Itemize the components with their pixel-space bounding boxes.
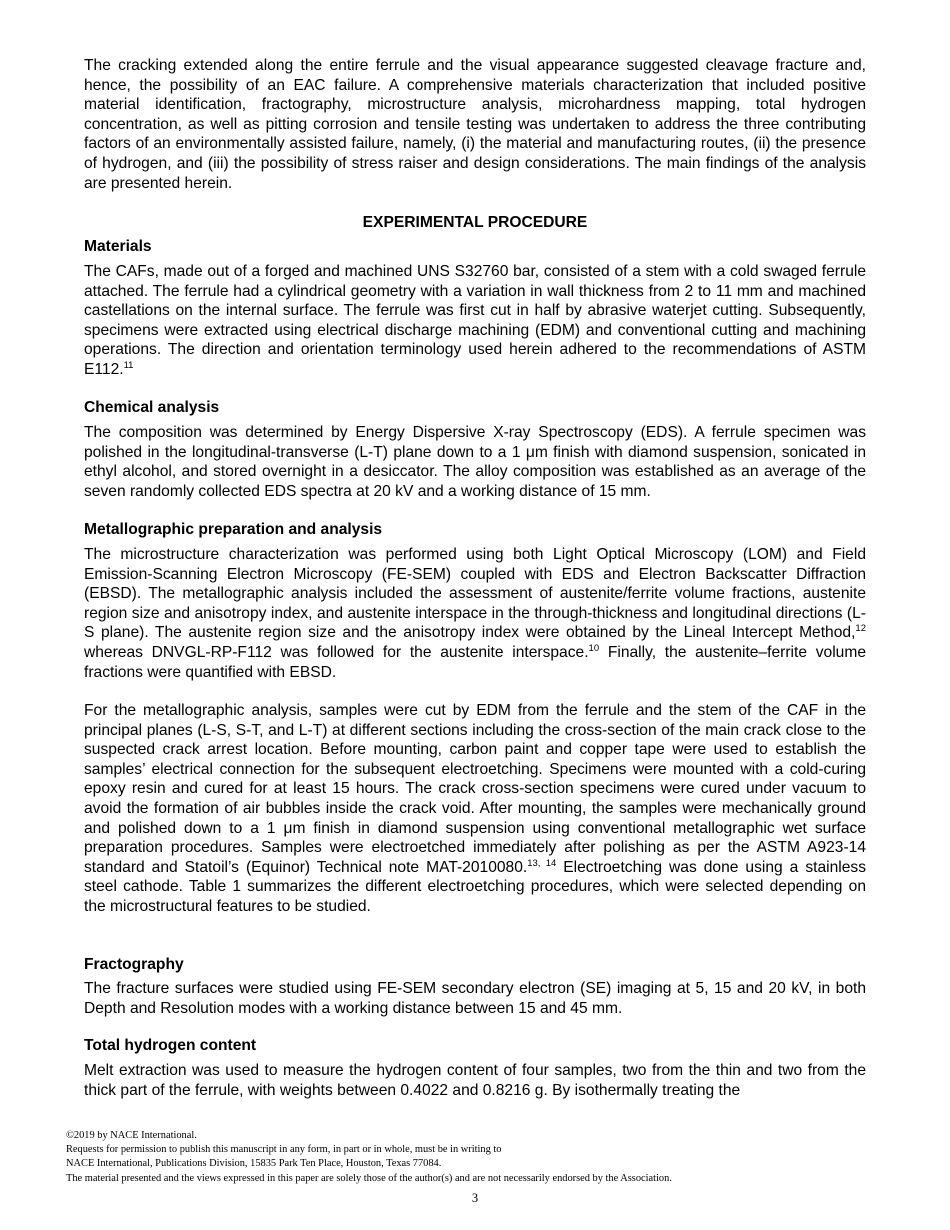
metallographic-paragraph-2: [84, 701, 866, 917]
citation-10: 10: [588, 642, 600, 654]
fractography-heading: Fractography: [84, 956, 184, 973]
chemical-heading: Chemical analysis: [84, 399, 220, 416]
citation-13-14: 13, 14: [527, 857, 557, 869]
metallographic-p2-text-a: For the metallographic analysis, samples were cut by EDM from the ferrule and the stem of the CAF in the principal planes (L-S, S-T, and L-T) at different sections including the cross-section of the main crack close to the suspected crack arrest location. Before mounting, carbon paint and copper tape were used to establish the samples’ electrical connection for the subsequent electroetching. Specimens were mounted with a cold-curing epoxy resin and cured for at least 15 hours. The crack cross-section specimens were cured under vacuum to avoid the formation of air bubbles inside the crack void. After mounting, the samples were mechanically ground and polished down to a 1 μm finish in diamond suspension using conventional metallographic wet surface preparation procedures. Samples were electroetched immediately after polishing as per the ASTM A923-14 standard and Statoil’s (Equinor) Technical note MAT-2010080.: [84, 702, 866, 876]
materials-citation: 11: [123, 359, 134, 371]
hydrogen-heading: Total hydrogen content: [84, 1037, 257, 1054]
section-title: EXPERIMENTAL PROCEDURE: [362, 214, 588, 231]
footer-copyright: ©2019 by NACE International.: [66, 1130, 197, 1141]
fractography-paragraph: The fracture surfaces were studied using FE-SEM secondary electron (SE) imaging at 5, 15 and 20 kV, in both Depth and Resolution modes with a working distance between 15 and 45 mm.: [84, 980, 866, 1017]
materials-heading: Materials: [84, 238, 152, 255]
metallographic-heading: Metallographic preparation and analysis: [84, 521, 383, 538]
footer-permission: Requests for permission to publish this manuscript in any form, in part or in whole, must be in writing to: [66, 1144, 502, 1156]
citation-12: 12: [855, 623, 866, 635]
materials-paragraph: [84, 262, 866, 380]
chemical-paragraph: The composition was determined by Energy Dispersive X-ray Spectroscopy (EDS). A ferrule specimen was polished in the longitudinal-transverse (L-T) plane down to a 1 μm finish with diamond suspension, sonicated in ethyl alcohol, and stored overnight in a desiccator. The alloy composition was established as an average of the seven randomly collected EDS spectra at 20 kV and a working distance of 15 mm.: [84, 424, 866, 500]
footer-address: NACE International, Publications Division, 15835 Park Ten Place, Houston, Texas 77084.: [66, 1158, 442, 1170]
metallographic-text-a: The microstructure characterization was performed using both Light Optical Microscopy (LOM) and Field Emission-Scanning Electron Microscopy (FE-SEM) coupled with EDS and Electron Backscatter Diffraction (EBSD). The metallographic analysis included the assessment of austenite/ferrite volume fractions, austenite region size and anisotropy index, and austenite interspace in the through-thickness and longitudinal directions (L-S plane). The austenite region size and the anisotropy index were obtained by the Lineal Intercept Method,: [84, 546, 866, 642]
page-footer: [66, 1129, 886, 1186]
intro-paragraph: The cracking extended along the entire ferrule and the visual appearance suggested cleavage fracture and, hence, the possibility of an EAC failure. A comprehensive materials characterization that included positive material identification, fractography, microstructure analysis, microhardness mapping, total hydrogen concentration, as well as pitting corrosion and tensile testing was undertaken to address the three contributing factors of an environmentally assisted failure, namely, (i) the material and manufacturing routes, (ii) the presence of hydrogen, and (iii) the possibility of stress raiser and design considerations. The main findings of the analysis are presented herein.: [84, 57, 866, 192]
metallographic-text-b: whereas DNVGL-RP-F112 was followed for the austenite interspace.: [84, 643, 589, 661]
metallographic-text-c: Finally, the austenite–ferrite volume fractions were quantified with EBSD.: [84, 643, 866, 681]
page-number: 3: [471, 1191, 479, 1205]
hydrogen-paragraph: Melt extraction was used to measure the hydrogen content of four samples, two from the thin and two from the thick part of the ferrule, with weights between 0.4022 and 0.8216 g. By isothermally treating the: [84, 1062, 866, 1099]
metallographic-paragraph-1: [84, 545, 866, 682]
metallographic-p2-text-b: Electroetching was done using a stainless steel cathode. Table 1 summarizes the different electroetching procedures, which were selected depending on the microstructural features to be studied.: [84, 858, 866, 915]
footer-disclaimer: The material presented and the views expressed in this paper are solely those of the author(s) and are not necessarily endorsed by the Association.: [66, 1172, 672, 1184]
materials-text: The CAFs, made out of a forged and machined UNS S32760 bar, consisted of a stem with a cold swaged ferrule attached. The ferrule had a cylindrical geometry with a variation in wall thickness from 2 to 11 mm and machined castellations on the internal surface. The ferrule was first cut in half by abrasive waterjet cutting. Subsequently, specimens were extracted using electrical discharge machining (EDM) and conventional cutting and machining operations. The direction and orientation terminology used herein adhered to the recommendations of ASTM E112.: [84, 263, 866, 378]
